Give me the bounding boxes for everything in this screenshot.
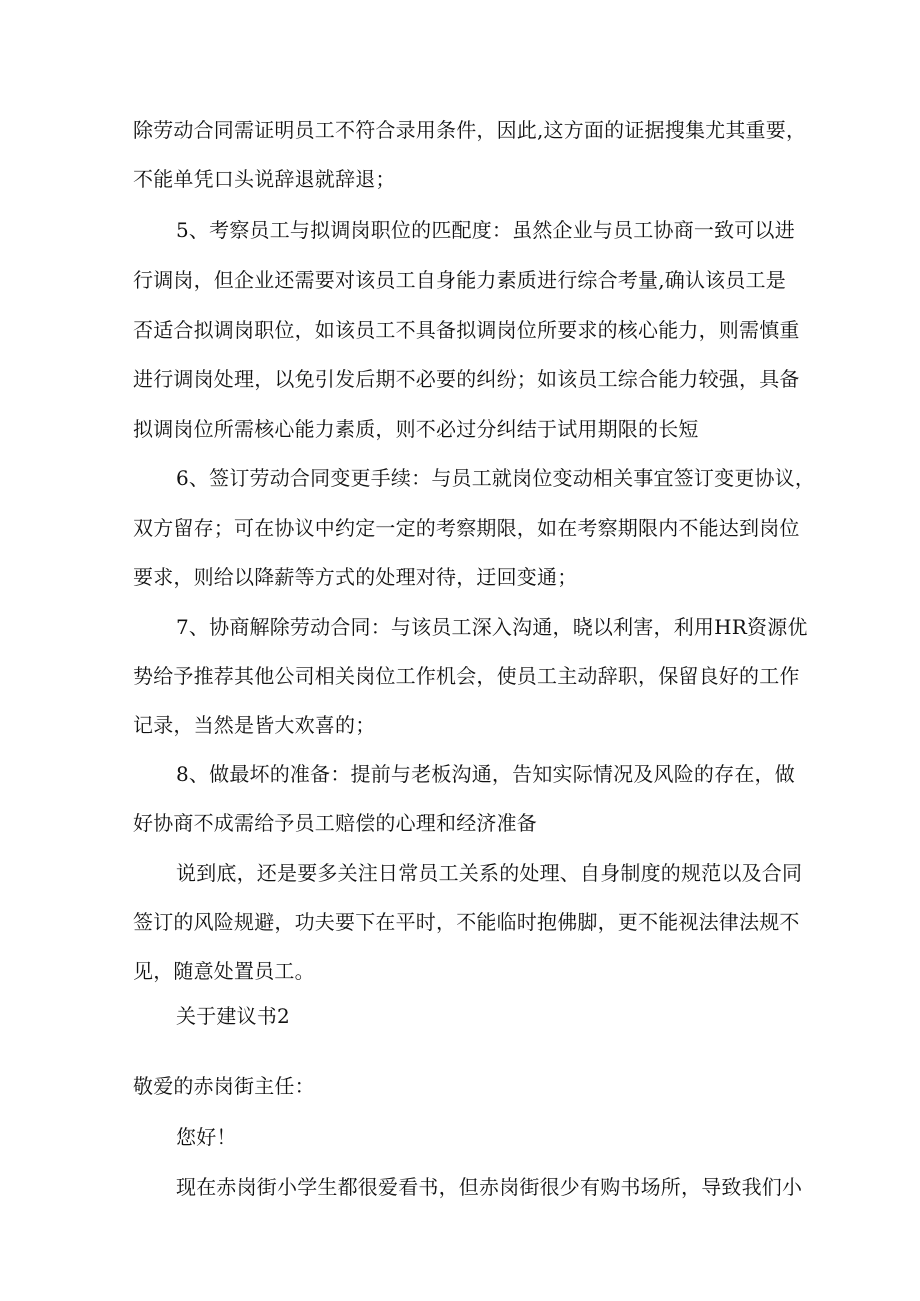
intro-line-2: 不能单凭口头说辞退就辞退； <box>133 167 396 191</box>
greeting: 您好！ <box>176 1125 237 1149</box>
item-5-line-5: 拟调岗位所需核心能力素质，则不必过分纠结于试用期限的长短 <box>133 417 699 441</box>
conclusion-line-2: 签订的风险规避，功夫要下在平时，不能临时抱佛脚，更不能视法律法规不 <box>133 910 800 934</box>
salutation: 敬爱的赤岗街主任： <box>133 1074 315 1098</box>
item-6-line-2: 双方留存；可在协议中约定一定的考察期限，如在考察期限内不能达到岗位 <box>133 516 800 540</box>
section-title: 关于建议书2 <box>176 1004 290 1028</box>
item-8-line-2: 好协商不成需给予员工赔偿的心理和经济准备 <box>133 811 537 835</box>
item-8-line-1: 8、做最坏的准备：提前与老板沟通，告知实际情况及风险的存在，做 <box>176 762 795 786</box>
body-line-1: 现在赤岗街小学生都很爱看书，但赤岗街很少有购书场所，导致我们小 <box>176 1175 803 1199</box>
item-6-line-3: 要求，则给以降薪等方式的处理对待，迂回变通； <box>133 565 578 589</box>
conclusion-line-3: 见，随意处置员工。 <box>133 959 315 983</box>
item-5-line-1: 5、考察员工与拟调岗职位的匹配度：虽然企业与员工协商一致可以进 <box>176 218 795 242</box>
item-5-line-3: 否适合拟调岗职位，如该员工不具备拟调岗位所要求的核心能力，则需慎重 <box>133 318 800 342</box>
item-7-line-3: 记录，当然是皆大欢喜的； <box>133 713 376 737</box>
conclusion-line-1: 说到底，还是要多关注日常员工关系的处理、自身制度的规范以及合同 <box>176 861 803 885</box>
item-5-line-4: 进行调岗处理，以免引发后期不必要的纠纷；如该员工综合能力较强，具备 <box>133 367 800 391</box>
item-7-line-2: 势给予推荐其他公司相关岗位工作机会，使员工主动辞职，保留良好的工作 <box>133 664 800 688</box>
item-6-line-1: 6、签订劳动合同变更手续：与员工就岗位变动相关事宜签订变更协议， <box>176 466 816 490</box>
intro-line-1: 除劳动合同需证明员工不符合录用条件，因此,这方面的证据搜集尤其重要， <box>133 118 807 142</box>
item-7-line-1: 7、协商解除劳动合同：与该员工深入沟通，晓以利害，利用HR资源优 <box>176 615 808 639</box>
item-5-line-2: 行调岗，但企业还需要对该员工自身能力素质进行综合考量,确认该员工是 <box>133 268 786 292</box>
